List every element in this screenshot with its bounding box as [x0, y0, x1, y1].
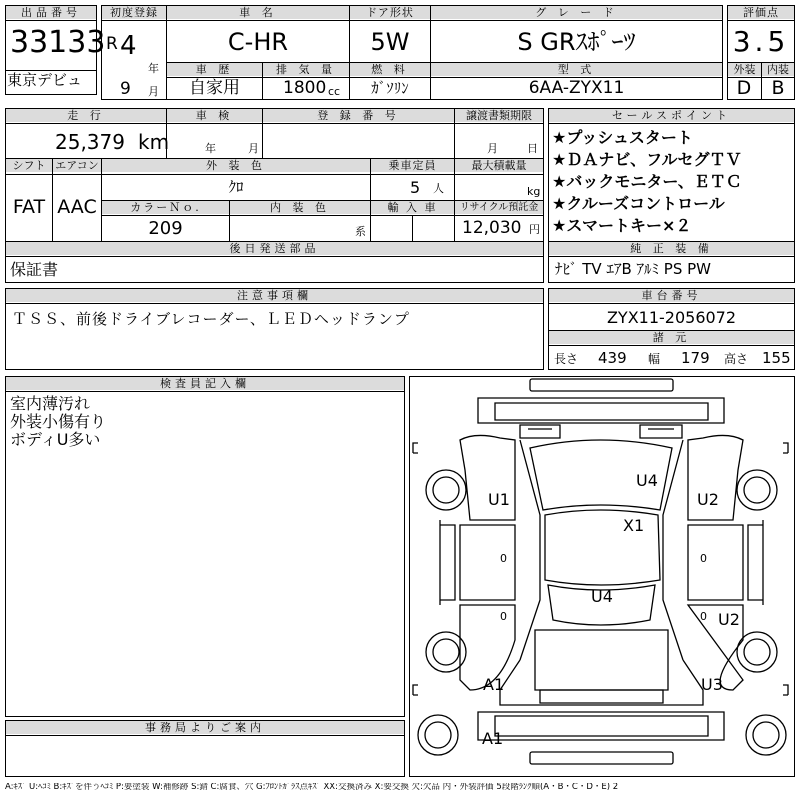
capacity-unit: 人 — [433, 182, 444, 195]
insp-year-unit: 年 — [205, 142, 216, 155]
notes-text: ＴＳＳ、前後ドライブレコーダー、ＬＥＤヘッドランプ — [12, 310, 410, 328]
door-type: 5W — [370, 28, 410, 56]
equipment: ﾅﾋﾞ TV ｴｱB ｱﾙﾐ PS PW — [555, 260, 711, 278]
ac: AAC — [57, 196, 97, 218]
sales-point-1: ★プッシュスタート — [552, 128, 693, 147]
inspection-label: 車 検 — [167, 109, 262, 122]
ac-label: エアコン — [53, 159, 101, 172]
model-label: 型 式 — [431, 63, 722, 76]
damage-mark-right-rear-2: U3 — [701, 675, 723, 694]
ext-color: ｸﾛ — [228, 178, 244, 196]
era: R — [106, 34, 118, 54]
transfer-month-unit: 月 — [487, 142, 498, 155]
score-label: 評価点 — [728, 6, 794, 19]
damage-mark-windshield: X1 — [623, 516, 645, 535]
grade-label: グ レ ー ド — [431, 6, 722, 19]
door-label: ドア形状 — [350, 6, 430, 19]
sales-label: セールスポイント — [549, 109, 794, 122]
displacement-label: 排 気 量 — [263, 63, 349, 76]
recycle-unit: 円 — [529, 223, 540, 236]
damage-mark-left-front: U1 — [488, 490, 510, 509]
displacement-unit: cc — [328, 85, 341, 98]
chassis-number: ZYX11-2056072 — [606, 308, 737, 327]
length-label: 長さ — [554, 352, 579, 366]
reg-no-label: 登 録 番 号 — [263, 109, 454, 122]
capacity-label: 乗車定員 — [371, 159, 454, 172]
int-grade-label: 内装 — [762, 63, 794, 76]
damage-mark-rear-bumper: A1 — [482, 729, 504, 748]
dims-label: 諸 元 — [549, 331, 794, 344]
inspector-line-3: ボディU多い — [10, 430, 101, 449]
inspector-line-1: 室内薄汚れ — [10, 394, 91, 413]
first-reg-label: 初度登録 — [102, 6, 166, 19]
inspector-label: 検査員記入欄 — [6, 377, 404, 390]
sales-point-5: ★スマートキー×２ — [552, 216, 692, 235]
damage-mark-left-rear: A1 — [483, 675, 505, 694]
length: 439 — [598, 349, 627, 367]
int-grade: B — [771, 77, 785, 99]
year-unit: 年 — [148, 62, 159, 75]
color-no-label: カラーＮｏ. — [102, 201, 229, 214]
transfer-day-unit: 日 — [527, 142, 538, 155]
transfer-label: 譲渡書類期限 — [455, 109, 543, 122]
chassis-label: 車台番号 — [549, 289, 794, 302]
fuel: ｶﾞｿﾘﾝ — [371, 79, 409, 97]
height: 155 — [762, 349, 791, 367]
displacement: 1800 — [283, 78, 327, 98]
damage-mark-roof: U4 — [591, 587, 613, 606]
capacity: 5 — [410, 178, 421, 197]
car-name-label: 車 名 — [167, 6, 349, 19]
width-label: 幅 — [648, 352, 661, 366]
height-label: 高さ — [724, 352, 749, 366]
recycle: 12,030 — [462, 218, 522, 238]
import-label: 輸 入 車 — [371, 201, 454, 214]
sales-point-4: ★クルーズコントロール — [552, 194, 725, 213]
grade: S GRｽﾎﾟｰﾂ — [517, 28, 636, 56]
sales-point-3: ★バックモニター、ＥＴＣ — [552, 172, 742, 191]
office-label: 事務局よりご案内 — [6, 721, 404, 734]
score: 3.5 — [732, 25, 790, 58]
recycle-label: リサイクル預託金 — [455, 201, 543, 214]
car-body-diagram — [409, 376, 795, 777]
later-parts: 保証書 — [10, 260, 59, 279]
zero-mark-2: 0 — [700, 552, 707, 565]
fuel-label: 燃 料 — [350, 63, 430, 76]
legend: A:ｷｽﾞ U:ﾍｺﾐ B:ｷｽﾞを伴うﾍｺﾐ P:要塗装 W:補修跡 S:錆 C:腐食、穴 G:ﾌﾛﾝﾄｶﾞﾗｽ点ｷｽﾞ XX:交換済み X:要交換 欠:欠品 内・外装評価 5段階ﾗﾝｸ順(A・B・C・D・E) 2 — [5, 783, 619, 792]
insp-month-unit: 月 — [248, 142, 259, 155]
history: 自家用 — [189, 78, 240, 98]
zero-mark-4: 0 — [700, 610, 707, 623]
inspector-line-2: 外装小傷有り — [10, 412, 107, 431]
int-color-label: 内 装 色 — [230, 201, 370, 214]
ext-grade-label: 外装 — [728, 63, 761, 76]
width: 179 — [681, 349, 710, 367]
notes-label: 注意事項欄 — [6, 289, 543, 302]
ext-color-label: 外 装 色 — [102, 159, 370, 172]
mileage: 25,379 — [55, 130, 125, 154]
first-reg-year: 4 — [120, 31, 137, 61]
equipment-label: 純 正 装 備 — [549, 242, 794, 255]
shift-label: シフト — [6, 159, 52, 172]
history-label: 車 歴 — [167, 63, 262, 76]
damage-mark-right-front: U2 — [697, 490, 719, 509]
shift: FAT — [12, 196, 46, 218]
ext-grade: D — [736, 77, 752, 99]
damage-mark-right-rear: U2 — [718, 610, 740, 629]
int-color-unit: 系 — [355, 225, 366, 238]
max-load-unit: kg — [527, 185, 541, 198]
model: 6AA-ZYX11 — [528, 78, 625, 98]
mileage-unit: km — [138, 130, 170, 154]
first-reg-month: 9 — [120, 79, 131, 99]
color-no: 209 — [148, 218, 183, 239]
zero-mark-3: 0 — [500, 610, 507, 623]
lot-number-label: 出品番号 — [6, 6, 96, 19]
damage-mark-hood: U4 — [636, 471, 658, 490]
month-unit: 月 — [148, 85, 159, 98]
later-parts-label: 後日発送部品 — [6, 242, 543, 255]
car-name: C-HR — [227, 28, 289, 56]
zero-mark-1: 0 — [500, 552, 507, 565]
sales-point-2: ★ＤＡナビ、フルセグＴＶ — [552, 150, 742, 169]
debut-label: 東京デビュ — [7, 71, 83, 89]
lot-number: 33133 — [10, 25, 106, 60]
mileage-label: 走 行 — [6, 109, 166, 122]
max-load-label: 最大積載量 — [455, 159, 543, 172]
